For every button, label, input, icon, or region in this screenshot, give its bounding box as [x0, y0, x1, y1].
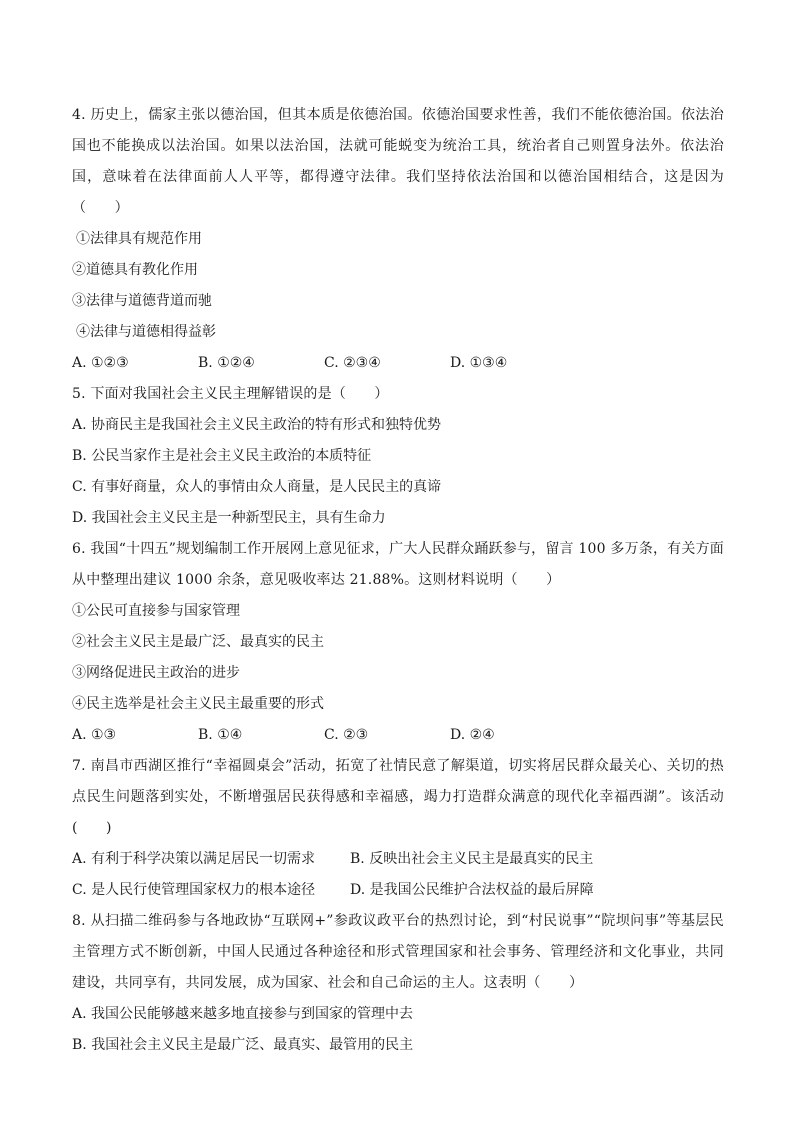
- question-5-option-a[interactable]: A. 协商民主是我国社会主义民主政治的特有形式和独特优势: [72, 417, 442, 433]
- question-5: [72, 379, 724, 534]
- question-4-item-3: ③法律与道德背道而驰: [72, 293, 212, 309]
- question-7: [72, 751, 724, 906]
- question-7-choice-a[interactable]: A. 有利于科学决策以满足居民一切需求: [72, 851, 316, 867]
- question-4-choice-b[interactable]: B. ①②④: [198, 355, 255, 371]
- question-5-option-d[interactable]: D. 我国社会主义民主是一种新型民主，具有生命力: [72, 510, 386, 526]
- question-5-option-b[interactable]: B. 公民当家作主是社会主义民主政治的本质特征: [72, 448, 372, 464]
- question-6-choices: [72, 720, 724, 751]
- question-4-stem: 4. 历史上，儒家主张以德治国，但其本质是依德治国。依德治国要求性善，我们不能依德治国。依法治国也不能换成以法治国。如果以法治国，法就可能蜕变为统治工具，统治者自己则置身法外。依法治国，意味着在法律面前人人平等，都得遵守法律。我们坚持依法治国和以德治国相结合，这是因为（ ）: [72, 107, 724, 216]
- question-5-stem: 5. 下面对我国社会主义民主理解错误的是（ ）: [72, 386, 389, 402]
- exam-page: [72, 100, 724, 1061]
- question-7-choices-row-1: [72, 844, 724, 875]
- question-7-choice-b[interactable]: B. 反映出社会主义民主是最真实的民主: [350, 851, 594, 867]
- question-6-choice-c[interactable]: C. ②③: [324, 727, 369, 743]
- question-6-item-3: ③网络促进民主政治的进步: [72, 665, 240, 681]
- question-6: [72, 534, 724, 751]
- question-6-stem: 6. 我国“十四五”规划编制工作开展网上意见征求，广大人民群众踊跃参与，留言 100 多万条，有关方面从中整理出建议 1000 余条，意见吸收率达 21.88%。这则材料说明（ ）: [72, 541, 724, 588]
- question-6-item-4: ④民主选举是社会主义民主最重要的形式: [72, 696, 324, 712]
- question-6-item-1: ①公民可直接参与国家管理: [72, 603, 240, 619]
- question-4-choice-d[interactable]: D. ①③④: [450, 355, 508, 371]
- question-4-item-2: ②道德具有教化作用: [72, 262, 198, 278]
- question-4-item-1: ①法律具有规范作用: [76, 231, 202, 247]
- question-8-stem: 8. 从扫描二维码参与各地政协“互联网+”参政议政平台的热烈讨论，到“村民说事”“院坝问事”等基层民主管理方式不断创新，中国人民通过各种途径和形式管理国家和社会事务、管理经济和文化事业，共同建设，共同享有，共同发展，成为国家、社会和自己命运的主人。这表明（ ）: [72, 913, 724, 991]
- question-4-item-4: ④法律与道德相得益彰: [76, 324, 216, 340]
- question-6-choice-a[interactable]: A. ①③: [72, 727, 117, 743]
- question-4-choices: [72, 348, 724, 379]
- question-7-choices-row-2: [72, 875, 724, 906]
- question-6-item-2: ②社会主义民主是最广泛、最真实的民主: [72, 634, 324, 650]
- question-7-choice-d[interactable]: D. 是我国公民维护合法权益的最后屏障: [350, 882, 594, 898]
- question-6-choice-d[interactable]: D. ②④: [450, 727, 495, 743]
- question-6-choice-b[interactable]: B. ①④: [198, 727, 243, 743]
- question-4-choice-a[interactable]: A. ①②③: [72, 355, 129, 371]
- question-7-stem: 7. 南昌市西湖区推行“幸福圆桌会”活动，拓宽了社情民意了解渠道，切实将居民群众最关心、关切的热点民生问题落到实处，不断增强居民获得感和幸福感，竭力打造群众满意的现代化幸福西湖”。该活动( ): [72, 758, 724, 836]
- question-8: [72, 906, 724, 1061]
- question-5-option-c[interactable]: C. 有事好商量，众人的事情由众人商量，是人民民主的真谛: [72, 479, 442, 495]
- question-7-choice-c[interactable]: C. 是人民行使管理国家权力的根本途径: [72, 882, 316, 898]
- question-8-option-a[interactable]: A. 我国公民能够越来越多地直接参与到国家的管理中去: [72, 1006, 414, 1022]
- question-8-option-b[interactable]: B. 我国社会主义民主是最广泛、最真实、最管用的民主: [72, 1037, 414, 1053]
- question-4-choice-c[interactable]: C. ②③④: [324, 355, 381, 371]
- question-4: [72, 100, 724, 379]
